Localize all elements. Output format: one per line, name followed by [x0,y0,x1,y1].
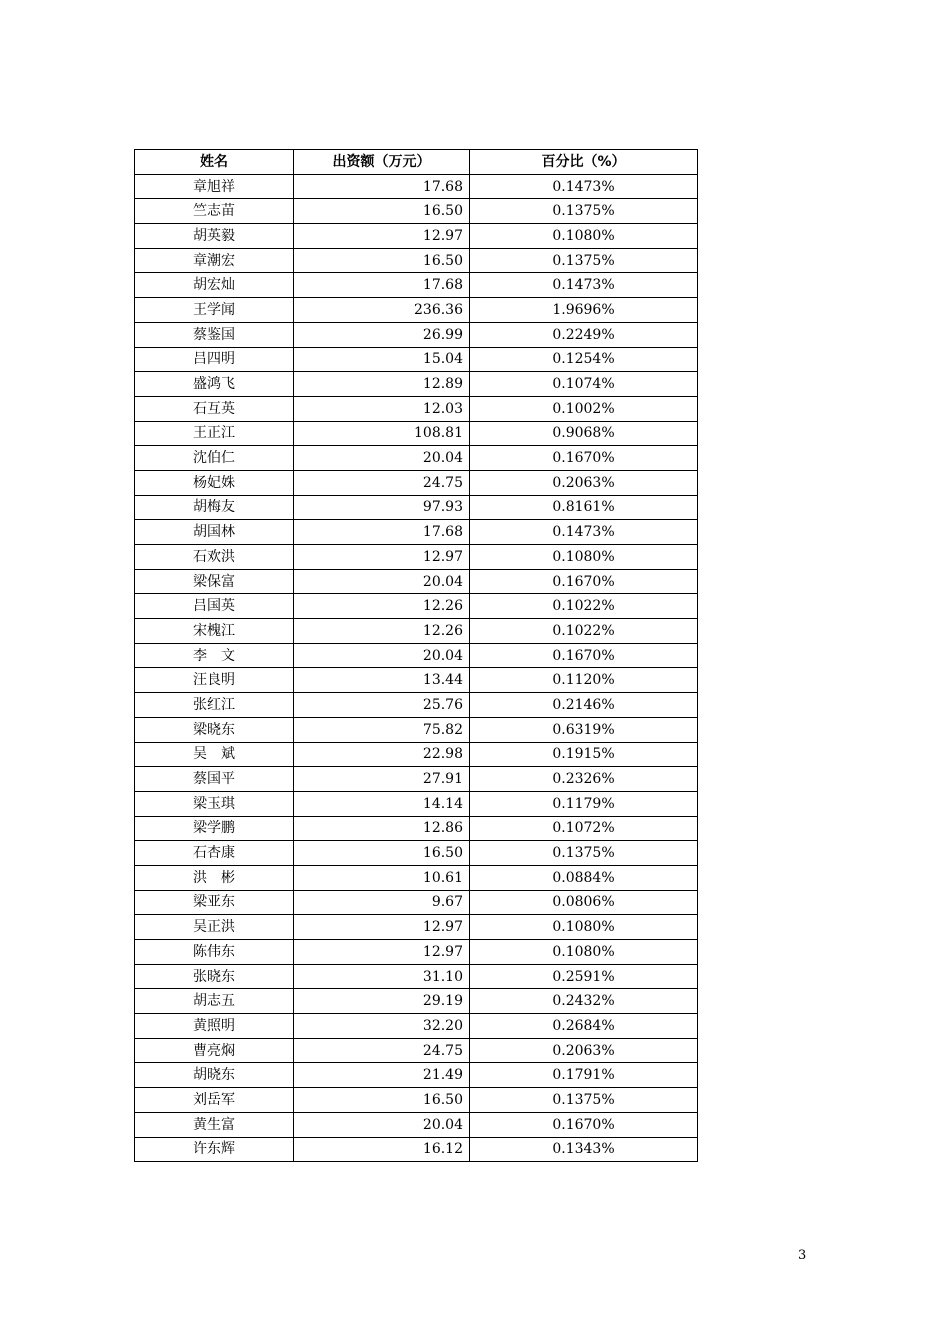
cell-amount: 24.75 [294,1038,470,1063]
header-name: 姓名 [135,150,294,175]
cell-percent: 0.1080% [470,545,698,570]
cell-amount: 12.89 [294,372,470,397]
cell-amount: 12.03 [294,396,470,421]
cell-amount: 21.49 [294,1063,470,1088]
cell-percent: 0.2146% [470,693,698,718]
cell-name: 曹亮焖 [135,1038,294,1063]
table-row [135,693,698,718]
table-row [135,717,698,742]
cell-amount: 20.04 [294,1112,470,1137]
cell-percent: 0.2591% [470,964,698,989]
table-row [135,1137,698,1162]
cell-name: 张红江 [135,693,294,718]
table-row [135,890,698,915]
table-row [135,594,698,619]
table-row [135,199,698,224]
cell-amount: 17.68 [294,520,470,545]
table-row [135,841,698,866]
table-row [135,1112,698,1137]
table-row [135,1014,698,1039]
cell-percent: 0.1080% [470,940,698,965]
cell-name: 陈伟东 [135,940,294,965]
cell-percent: 0.2063% [470,1038,698,1063]
table-row [135,470,698,495]
table-row [135,791,698,816]
cell-name: 沈伯仁 [135,446,294,471]
cell-name: 吕国英 [135,594,294,619]
cell-name: 章潮宏 [135,248,294,273]
cell-percent: 0.1179% [470,791,698,816]
shareholder-table [134,149,698,1162]
cell-amount: 22.98 [294,742,470,767]
cell-percent: 0.1022% [470,619,698,644]
cell-amount: 24.75 [294,470,470,495]
table-row [135,421,698,446]
cell-amount: 12.26 [294,594,470,619]
cell-name: 竺志苗 [135,199,294,224]
cell-name: 吕四明 [135,347,294,372]
cell-amount: 20.04 [294,569,470,594]
table-row [135,964,698,989]
cell-amount: 15.04 [294,347,470,372]
cell-amount: 26.99 [294,322,470,347]
cell-amount: 16.50 [294,248,470,273]
table-row [135,643,698,668]
cell-percent: 0.1022% [470,594,698,619]
cell-name: 胡梅友 [135,495,294,520]
table-row [135,668,698,693]
table-row [135,742,698,767]
cell-percent: 0.8161% [470,495,698,520]
cell-amount: 17.68 [294,174,470,199]
table-row [135,446,698,471]
cell-amount: 20.04 [294,446,470,471]
cell-amount: 27.91 [294,767,470,792]
table-row [135,940,698,965]
cell-percent: 0.2249% [470,322,698,347]
cell-percent: 0.1670% [470,1112,698,1137]
cell-name: 梁学鹏 [135,816,294,841]
table-row [135,347,698,372]
cell-percent: 0.2432% [470,989,698,1014]
cell-amount: 14.14 [294,791,470,816]
cell-percent: 0.6319% [470,717,698,742]
cell-percent: 0.0884% [470,865,698,890]
cell-percent: 0.9068% [470,421,698,446]
cell-amount: 108.81 [294,421,470,446]
cell-percent: 0.2684% [470,1014,698,1039]
table-body [135,174,698,1162]
cell-amount: 12.97 [294,545,470,570]
cell-name: 石互英 [135,396,294,421]
cell-amount: 16.50 [294,1088,470,1113]
cell-amount: 10.61 [294,865,470,890]
cell-amount: 32.20 [294,1014,470,1039]
table-row [135,619,698,644]
table-row [135,520,698,545]
cell-percent: 0.1473% [470,174,698,199]
cell-percent: 0.1080% [470,915,698,940]
table-row [135,569,698,594]
cell-name: 宋槐江 [135,619,294,644]
cell-percent: 0.1074% [470,372,698,397]
cell-amount: 29.19 [294,989,470,1014]
table-row [135,865,698,890]
cell-percent: 0.1375% [470,1088,698,1113]
cell-name: 李 文 [135,643,294,668]
cell-name: 梁玉琪 [135,791,294,816]
cell-percent: 0.1343% [470,1137,698,1162]
table-row [135,915,698,940]
cell-name: 杨妃姝 [135,470,294,495]
header-percent: 百分比（%） [470,150,698,175]
cell-name: 石欢洪 [135,545,294,570]
cell-amount: 12.97 [294,224,470,249]
cell-name: 王正江 [135,421,294,446]
table-row [135,545,698,570]
cell-amount: 12.97 [294,915,470,940]
cell-amount: 236.36 [294,298,470,323]
cell-amount: 12.26 [294,619,470,644]
cell-amount: 13.44 [294,668,470,693]
cell-amount: 12.86 [294,816,470,841]
cell-amount: 75.82 [294,717,470,742]
cell-percent: 0.2326% [470,767,698,792]
cell-amount: 12.97 [294,940,470,965]
cell-name: 刘岳军 [135,1088,294,1113]
cell-amount: 97.93 [294,495,470,520]
table-header-row [135,150,698,175]
cell-percent: 0.2063% [470,470,698,495]
cell-amount: 9.67 [294,890,470,915]
table-row [135,1038,698,1063]
cell-name: 胡国林 [135,520,294,545]
cell-amount: 16.50 [294,199,470,224]
table-row [135,298,698,323]
cell-amount: 16.50 [294,841,470,866]
table-row [135,174,698,199]
cell-amount: 31.10 [294,964,470,989]
cell-name: 梁亚东 [135,890,294,915]
cell-percent: 0.1915% [470,742,698,767]
cell-percent: 0.1375% [470,199,698,224]
cell-amount: 25.76 [294,693,470,718]
table-row [135,767,698,792]
cell-percent: 0.1670% [470,446,698,471]
cell-percent: 0.1120% [470,668,698,693]
table-row [135,1063,698,1088]
cell-name: 黄照明 [135,1014,294,1039]
cell-name: 张晓东 [135,964,294,989]
table-row [135,495,698,520]
table-row [135,273,698,298]
cell-percent: 0.1254% [470,347,698,372]
cell-amount: 17.68 [294,273,470,298]
table-row [135,372,698,397]
cell-percent: 0.1670% [470,569,698,594]
table-row [135,816,698,841]
cell-name: 洪 彬 [135,865,294,890]
cell-name: 许东辉 [135,1137,294,1162]
cell-name: 胡宏灿 [135,273,294,298]
cell-name: 吴正洪 [135,915,294,940]
cell-name: 章旭祥 [135,174,294,199]
cell-percent: 0.1072% [470,816,698,841]
cell-percent: 0.1002% [470,396,698,421]
table-row [135,322,698,347]
cell-percent: 0.1080% [470,224,698,249]
table-row [135,396,698,421]
cell-name: 胡英毅 [135,224,294,249]
cell-name: 胡晓东 [135,1063,294,1088]
cell-percent: 0.1375% [470,248,698,273]
cell-amount: 20.04 [294,643,470,668]
cell-name: 汪良明 [135,668,294,693]
cell-percent: 0.1375% [470,841,698,866]
cell-name: 王学闻 [135,298,294,323]
cell-percent: 0.1473% [470,273,698,298]
table-row [135,248,698,273]
header-amount: 出资额（万元） [294,150,470,175]
cell-percent: 0.1670% [470,643,698,668]
cell-percent: 0.1791% [470,1063,698,1088]
table-row [135,989,698,1014]
table-row [135,1088,698,1113]
cell-name: 胡志五 [135,989,294,1014]
page-number: 3 [798,1248,807,1263]
cell-amount: 16.12 [294,1137,470,1162]
cell-name: 盛鸿飞 [135,372,294,397]
cell-name: 梁晓东 [135,717,294,742]
cell-name: 蔡国平 [135,767,294,792]
cell-name: 蔡鉴国 [135,322,294,347]
cell-name: 梁保富 [135,569,294,594]
cell-name: 石杏康 [135,841,294,866]
cell-percent: 1.9696% [470,298,698,323]
table-row [135,224,698,249]
cell-name: 吴 斌 [135,742,294,767]
cell-name: 黄生富 [135,1112,294,1137]
cell-percent: 0.0806% [470,890,698,915]
cell-percent: 0.1473% [470,520,698,545]
